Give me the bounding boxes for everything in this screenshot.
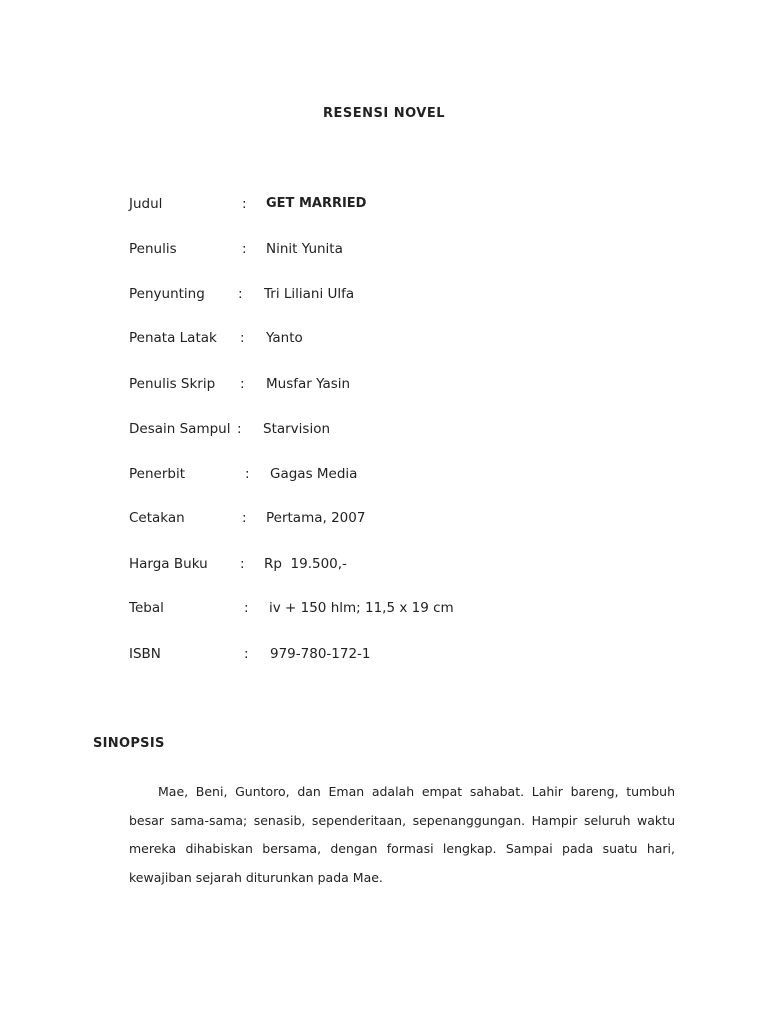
meta-row-desain-sampul bbox=[0, 421, 768, 441]
meta-row-cetakan bbox=[0, 510, 768, 530]
meta-separator: : bbox=[245, 466, 250, 482]
meta-value: Ninit Yunita bbox=[266, 241, 343, 257]
meta-row-penata-latak bbox=[0, 330, 768, 350]
meta-value: Gagas Media bbox=[270, 466, 358, 482]
meta-separator: : bbox=[242, 510, 247, 526]
page-title: RESENSI NOVEL bbox=[322, 106, 446, 121]
meta-value: Pertama, 2007 bbox=[266, 510, 366, 526]
meta-label: Judul bbox=[129, 196, 163, 212]
meta-row-judul bbox=[0, 196, 768, 216]
meta-separator: : bbox=[237, 421, 242, 437]
meta-value: Musfar Yasin bbox=[266, 376, 351, 392]
meta-label: Desain Sampul bbox=[129, 421, 231, 437]
meta-separator: : bbox=[240, 330, 245, 346]
meta-value: 979-780-172-1 bbox=[270, 646, 371, 662]
meta-row-tebal bbox=[0, 600, 768, 620]
meta-label: Penerbit bbox=[129, 466, 185, 482]
meta-label: ISBN bbox=[129, 646, 161, 662]
meta-value: Rp 19.500,- bbox=[264, 556, 347, 572]
synopsis-paragraph: Mae, Beni, Guntoro, dan Eman adalah empat sahabat. Lahir bareng, tumbuh besar sama-sama; senasib, sependeritaan, sepenanggungan. Hampir seluruh waktu mereka dihabiskan bersama, dengan formasi lengkap. Sampai pada suatu hari, kewajiban sejarah diturunkan pada Mae. bbox=[129, 784, 675, 885]
meta-separator: : bbox=[238, 286, 243, 302]
meta-separator: : bbox=[240, 556, 245, 572]
meta-label: Tebal bbox=[129, 600, 164, 616]
meta-label: Cetakan bbox=[129, 510, 185, 526]
meta-label: Penulis bbox=[129, 241, 177, 257]
meta-value: iv + 150 hlm; 11,5 x 19 cm bbox=[269, 600, 454, 616]
meta-value: Starvision bbox=[263, 421, 331, 437]
meta-value: Yanto bbox=[266, 330, 303, 346]
meta-row-penyunting bbox=[0, 286, 768, 306]
meta-row-penulis bbox=[0, 241, 768, 261]
meta-value: GET MARRIED bbox=[266, 196, 367, 211]
meta-separator: : bbox=[244, 600, 249, 616]
meta-label: Harga Buku bbox=[129, 556, 208, 572]
meta-row-isbn bbox=[0, 646, 768, 666]
meta-label: Penulis Skrip bbox=[129, 376, 216, 392]
meta-separator: : bbox=[240, 376, 245, 392]
meta-value: Tri Liliani Ulfa bbox=[264, 286, 355, 302]
meta-row-harga-buku bbox=[0, 556, 768, 576]
synopsis-heading: SINOPSIS bbox=[93, 736, 165, 751]
meta-label: Penyunting bbox=[129, 286, 205, 302]
meta-row-penerbit bbox=[0, 466, 768, 486]
meta-label: Penata Latak bbox=[129, 330, 217, 346]
meta-separator: : bbox=[242, 196, 247, 212]
meta-separator: : bbox=[244, 646, 249, 662]
meta-separator: : bbox=[242, 241, 247, 257]
meta-row-penulis-skrip bbox=[0, 376, 768, 396]
